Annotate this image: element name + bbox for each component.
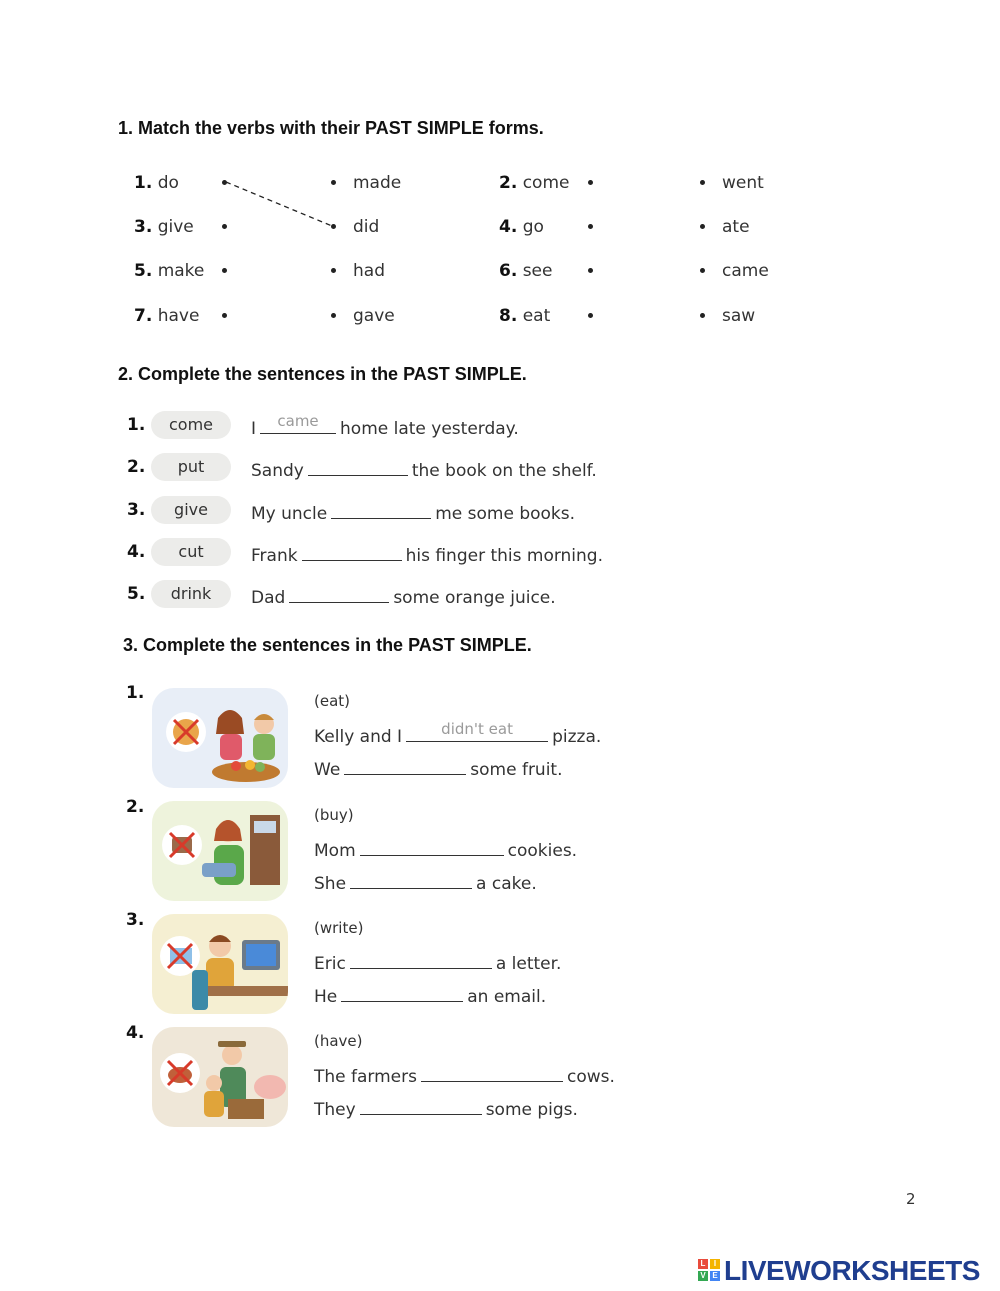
verb-pill: drink — [151, 580, 231, 608]
match-option: went — [722, 173, 764, 193]
match-option: came — [722, 261, 769, 281]
item-number: 1. — [127, 415, 146, 435]
sentence: My uncle me some books. — [251, 500, 575, 524]
illustration-mom-shopping — [152, 801, 288, 901]
match-dot-left[interactable] — [222, 224, 227, 229]
liveworksheets-logo[interactable] — [698, 1255, 998, 1287]
match-item: 2. come — [499, 173, 570, 193]
answer-blank[interactable] — [421, 1063, 563, 1082]
item-number: 4. — [126, 1023, 145, 1043]
match-dot-left[interactable] — [588, 313, 593, 318]
match-option: gave — [353, 306, 395, 326]
match-dot-right[interactable] — [331, 180, 336, 185]
match-item: 4. go — [499, 217, 544, 237]
answer-blank[interactable] — [350, 950, 492, 969]
match-line — [222, 178, 340, 232]
verb-pill: give — [151, 496, 231, 524]
answer-blank[interactable] — [308, 457, 408, 476]
sentence: Mom cookies. — [314, 837, 577, 861]
match-item: 3. give — [134, 217, 194, 237]
illustration-kids-eating — [152, 688, 288, 788]
item-number: 2. — [126, 797, 145, 817]
logo-icon: L I V E — [698, 1259, 720, 1281]
answer-blank[interactable] — [302, 542, 402, 561]
section2-heading: 2. Complete the sentences in the PAST SIMPLE. — [118, 364, 527, 384]
verb-hint: (write) — [314, 919, 364, 937]
match-item: 8. eat — [499, 306, 551, 326]
illustration-farmers — [152, 1027, 288, 1127]
section3-heading: 3. Complete the sentences in the PAST SIMPLE. — [123, 635, 532, 655]
sentence: The farmers cows. — [314, 1063, 615, 1087]
match-option: ate — [722, 217, 750, 237]
match-dot-left[interactable] — [222, 268, 227, 273]
page-number: 2 — [906, 1190, 916, 1208]
item-number: 2. — [127, 457, 146, 477]
match-dot-left[interactable] — [588, 180, 593, 185]
item-number: 1. — [126, 683, 145, 703]
sentence: They some pigs. — [314, 1096, 578, 1120]
answer-blank[interactable]: came — [260, 415, 336, 434]
match-option: did — [353, 217, 380, 237]
answer-blank[interactable] — [360, 837, 504, 856]
verb-hint: (buy) — [314, 806, 354, 824]
match-dot-left[interactable] — [222, 313, 227, 318]
match-dot-left[interactable] — [588, 224, 593, 229]
match-option: made — [353, 173, 402, 193]
item-number: 5. — [127, 584, 146, 604]
match-option: had — [353, 261, 385, 281]
match-dot-right[interactable] — [700, 224, 705, 229]
match-dot-left[interactable] — [222, 180, 227, 185]
match-item: 1. do — [134, 173, 179, 193]
sentence: Eric a letter. — [314, 950, 561, 974]
illustration-boy-computer — [152, 914, 288, 1014]
section1-heading: 1. Match the verbs with their PAST SIMPLE forms. — [118, 118, 544, 138]
verb-pill: come — [151, 411, 231, 439]
sentence: We some fruit. — [314, 756, 563, 780]
match-item: 7. have — [134, 306, 200, 326]
sentence: I came home late yesterday. — [251, 412, 519, 439]
match-dot-right[interactable] — [331, 313, 336, 318]
match-item: 5. make — [134, 261, 205, 281]
item-number: 3. — [127, 500, 146, 520]
match-dot-right[interactable] — [700, 180, 705, 185]
verb-hint: (eat) — [314, 692, 351, 710]
sentence: She a cake. — [314, 870, 537, 894]
item-number: 3. — [126, 910, 145, 930]
match-dot-right[interactable] — [700, 313, 705, 318]
match-dot-right[interactable] — [331, 268, 336, 273]
match-option: saw — [722, 306, 756, 326]
answer-blank[interactable] — [344, 756, 466, 775]
verb-hint: (have) — [314, 1032, 363, 1050]
sentence: Kelly and I didn't eat pizza. — [314, 720, 602, 747]
match-dot-right[interactable] — [700, 268, 705, 273]
answer-blank[interactable]: didn't eat — [406, 723, 548, 742]
answer-blank[interactable] — [289, 584, 389, 603]
answer-blank[interactable] — [331, 500, 431, 519]
item-number: 4. — [127, 542, 146, 562]
brand-name: LIVEWORKSHEETS — [724, 1255, 980, 1286]
answer-blank[interactable] — [350, 870, 472, 889]
sentence: Frank his finger this morning. — [251, 542, 603, 566]
sentence: Sandy the book on the shelf. — [251, 457, 597, 481]
match-dot-right[interactable] — [331, 224, 336, 229]
verb-pill: cut — [151, 538, 231, 566]
sentence: He an email. — [314, 983, 546, 1007]
match-item: 6. see — [499, 261, 553, 281]
match-dot-left[interactable] — [588, 268, 593, 273]
answer-blank[interactable] — [341, 983, 463, 1002]
sentence: Dad some orange juice. — [251, 584, 556, 608]
answer-blank[interactable] — [360, 1096, 482, 1115]
verb-pill: put — [151, 453, 231, 481]
